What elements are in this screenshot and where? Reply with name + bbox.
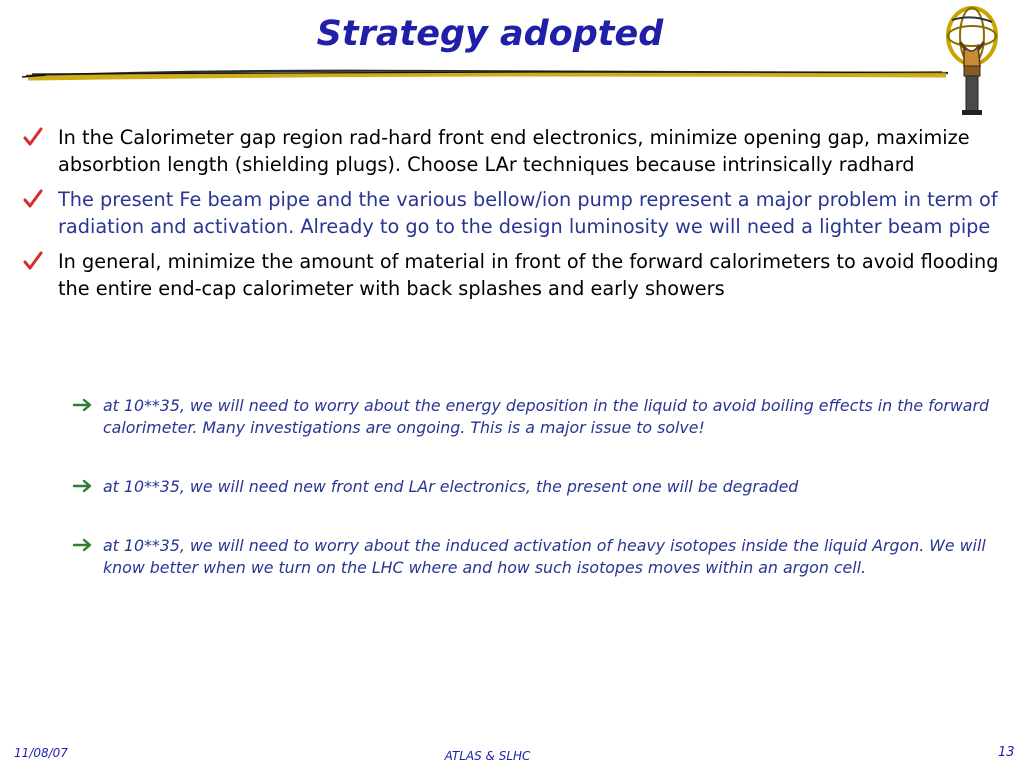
bullet-text: In the Calorimeter gap region rad-hard front end electronics, minimize opening gap, maximize absorbtion length (shielding plugs). Choose LAr techniques because intrinsically radhard [58,126,970,176]
bullet-text: In general, minimize the amount of material in front of the forward calorimeters to avoid flooding the entire end-cap calorimeter with back splashes and early showers [58,250,999,300]
sub-bullet-item [72,476,1002,498]
sub-bullet-text: at 10**35, we will need to worry about the induced activation of heavy isotopes inside the liquid Argon. We will know better when we turn on the LHC where and how such isotopes moves within an argon cell. [103,536,986,577]
bullet-item [22,124,1012,178]
sub-bullet-text: at 10**35, we will need to worry about the energy deposition in the liquid to avoid boiling effects in the forward calorimeter. Many investigations are ongoing. This is a major issue to solve! [103,396,989,437]
bullet-text: The present Fe beam pipe and the various bellow/ion pump represent a major problem in term of radiation and activation. Already to go to the design luminosity we will need a lighter beam pipe [58,188,998,238]
bullet-item [22,248,1012,302]
slide-title: Strategy adopted [316,14,664,54]
sub-bullet-text: at 10**35, we will need new front end LAr electronics, the present one will be degraded [103,477,799,496]
bullet-item [22,186,1012,240]
title-underline [22,64,952,86]
check-icon [22,126,44,148]
footer-title: ATLAS & SLHC [444,749,531,763]
check-icon [22,250,44,272]
sub-bullet-item [72,395,1002,439]
page-number: 13 [998,745,1015,760]
sub-bullet-list [72,395,1002,579]
bullet-list [22,124,1012,310]
check-icon [22,188,44,210]
sub-bullet-item [72,535,1002,579]
arrow-icon [72,397,94,413]
arrow-icon [72,537,94,553]
footer-date: 11/08/07 [14,746,68,760]
atlas-logo [936,2,1006,116]
arrow-icon [72,478,94,494]
